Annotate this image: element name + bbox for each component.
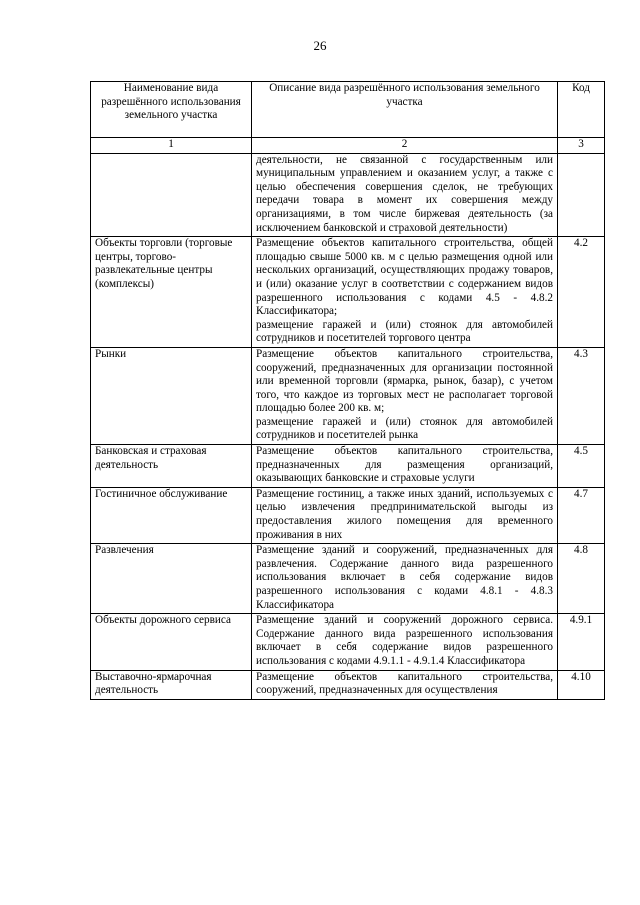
name-cell: Развлечения bbox=[91, 544, 252, 614]
table-row bbox=[91, 237, 605, 348]
table-row bbox=[91, 614, 605, 670]
table-row bbox=[91, 544, 605, 614]
land-use-table bbox=[90, 81, 605, 700]
code-cell bbox=[558, 153, 605, 237]
code-cell: 4.3 bbox=[558, 347, 605, 444]
code-cell: 4.9.1 bbox=[558, 614, 605, 670]
table-row bbox=[91, 445, 605, 488]
header-description: Описание вида разрешённого использования земельного участка bbox=[252, 82, 558, 138]
table-row bbox=[91, 670, 605, 699]
table-row bbox=[91, 487, 605, 543]
code-cell: 4.5 bbox=[558, 445, 605, 488]
column-number: 2 bbox=[252, 138, 558, 154]
code-cell: 4.7 bbox=[558, 487, 605, 543]
description-paragraph: размещение гаражей и (или) стоянок для автомобилей сотрудников и посетителей торгового центра bbox=[256, 318, 553, 345]
column-number: 1 bbox=[91, 138, 252, 154]
description-cell: Размещение объектов капитального строительства, сооружений, предназначенных для осуществления bbox=[252, 670, 558, 699]
name-cell: Гостиничное обслуживание bbox=[91, 487, 252, 543]
name-cell: Рынки bbox=[91, 347, 252, 444]
table-row bbox=[91, 153, 605, 237]
code-cell: 4.10 bbox=[558, 670, 605, 699]
name-cell: Банковская и страховая деятельность bbox=[91, 445, 252, 488]
description-cell: деятельности, не связанной с государственным или муниципальным управлением и оказанием услуг, а также с целью обеспечения совершения сделок, не требующих передачи товара в момент их совершения между организациями, в том числе биржевая деятельность (за исключением банковской и страховой деятельности) bbox=[252, 153, 558, 237]
description-cell: Размещение зданий и сооружений, предназначенных для развлечения. Содержание данного вида разрешенного использования включает в себя содержание видов разрешенного использования с кодами 4.8.1 - 4.8.3 Классификатора bbox=[252, 544, 558, 614]
code-cell: 4.8 bbox=[558, 544, 605, 614]
column-number: 3 bbox=[558, 138, 605, 154]
code-cell: 4.2 bbox=[558, 237, 605, 348]
page-number: 26 bbox=[313, 38, 327, 53]
header-code: Код bbox=[558, 82, 605, 138]
name-cell: Объекты дорожного сервиса bbox=[91, 614, 252, 670]
table-row bbox=[91, 347, 605, 444]
column-numbers-row bbox=[91, 138, 605, 154]
description-cell: Размещение гостиниц, а также иных зданий, используемых с целью извлечения предпринимательской выгоды из предоставления жилого помещения для временного проживания в них bbox=[252, 487, 558, 543]
header-name: Наименование вида разрешённого использования земельного участка bbox=[91, 82, 252, 138]
description-cell bbox=[252, 237, 558, 348]
description-cell: Размещение объектов капитального строительства, предназначенных для размещения организаций, оказывающих банковские и страховые услуги bbox=[252, 445, 558, 488]
description-paragraph: Размещение объектов капитального строительства, сооружений, предназначенных для организации постоянной или временной торговли (ярмарка, рынок, базар), с учетом того, что каждое из торговых мест не располагает торговой площадью более 200 кв. м; bbox=[256, 347, 553, 415]
header-row bbox=[91, 82, 605, 138]
description-cell bbox=[252, 347, 558, 444]
description-cell: Размещение зданий и сооружений дорожного сервиса. Содержание данного вида разрешенного использования включает в себя содержание видов разрешенного использования с кодами 4.9.1.1 - 4.9.1.4 Классификатора bbox=[252, 614, 558, 670]
name-cell: Объекты торговли (торговые центры, торгово-развлекательные центры (комплексы) bbox=[91, 237, 252, 348]
description-paragraph: Размещение объектов капитального строительства, общей площадью свыше 5000 кв. м с целью размещения одной или нескольких организаций, осуществляющих продажу товаров, и (или) оказание услуг в соответствии с содержанием видов разрешенного использования с кодами 4.5 - 4.8.2 Классификатора; bbox=[256, 237, 553, 318]
name-cell: Выставочно-ярмарочная деятельность bbox=[91, 670, 252, 699]
name-cell bbox=[91, 153, 252, 237]
description-paragraph: размещение гаражей и (или) стоянок для автомобилей сотрудников и посетителей рынка bbox=[256, 415, 553, 442]
